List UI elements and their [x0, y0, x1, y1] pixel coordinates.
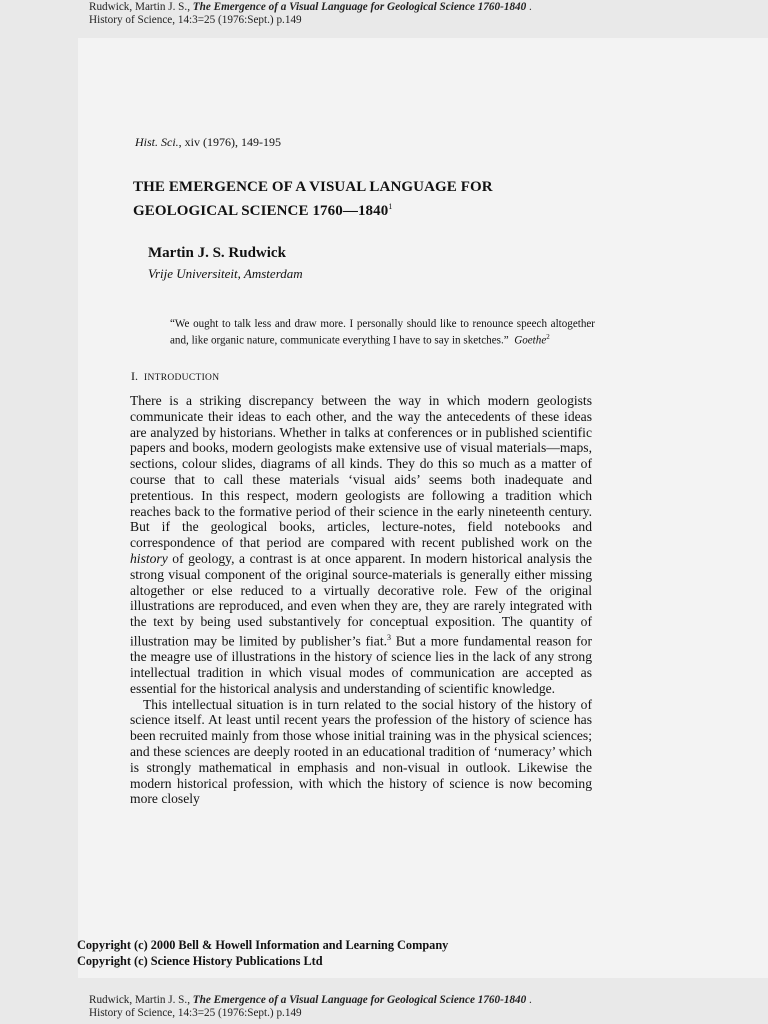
- article-title-line1: THE EMERGENCE OF A VISUAL LANGUAGE FOR: [133, 179, 493, 195]
- running-head-line1: [89, 1, 709, 14]
- footnote-ref-2: 2: [546, 333, 550, 341]
- section-number: I.: [131, 369, 138, 383]
- running-head-citation-bottom: History of Science, 14:3=25 (1976:Sept.) p.149: [89, 1007, 302, 1019]
- scanned-page: [78, 38, 768, 978]
- article-title-line2: GEOLOGICAL SCIENCE 1760—1840: [133, 203, 389, 219]
- copyright-notice: [77, 937, 448, 969]
- footnote-ref-1: 1: [388, 202, 393, 211]
- running-head-period: .: [526, 1, 532, 13]
- copyright-line2: Copyright (c) Science History Publications Ltd: [77, 954, 323, 968]
- journal-reference: [135, 135, 281, 150]
- paragraph-1: [130, 393, 592, 697]
- body-text: [130, 393, 592, 807]
- section-heading: [131, 369, 219, 384]
- running-head-top: [89, 1, 709, 27]
- running-head-authors: Rudwick, Martin J. S.,: [89, 1, 190, 13]
- epigraph-attribution: Goethe: [514, 334, 547, 347]
- paragraph-1-emphasis: history: [130, 550, 168, 566]
- section-title: INTRODUCTION: [144, 373, 220, 383]
- paragraph-2: This intellectual situation is in turn related to the social history of the history of science itself. At least until recent years the profession of the history of science has been recruited mainly from those whose initial training was in the physical sciences; and these sciences are deeply rooted in an educational tradition of ‘numeracy’ which is strongly mathematical in emphasis and non-visual in outlook. Likewise the modern historical profession, with which the history of science is now becoming more closely: [130, 696, 592, 807]
- running-head-authors-bottom: Rudwick, Martin J. S.,: [89, 994, 190, 1006]
- running-head-bottom: [89, 994, 709, 1020]
- running-head-period-bottom: .: [526, 994, 532, 1006]
- paragraph-1-part1: There is a striking discrepancy between the way in which modern geologists communicate their ideas to each other, and the way the antecedents of these ideas are analyzed by historians. Whether in talks at conferences or in published scientific papers and books, modern geologists make extensive use of visual materials—maps, sections, colour slides, diagrams of all kinds. They do this so much as a matter of course that to call these materials ‘visual aids’ seems both inadequate and pretentious. In this respect, modern geologists are following a tradition which reaches back to the formative period of their science in the early nineteenth century. But if the geological books, articles, lecture-notes, field notebooks and correspondence of that period are compared with recent published work on the: [130, 393, 592, 551]
- journal-name: Hist. Sci.: [135, 135, 179, 149]
- running-head-citation: History of Science, 14:3=25 (1976:Sept.) p.149: [89, 14, 302, 26]
- paragraph-1-part3: But a more fundamental reason for the meagre use of illustrations in the history of science lies in the lack of any strong intellectual tradition in which visual modes of communication are accepted as essential for the historical analysis and understanding of scientific knowledge.: [130, 633, 592, 696]
- running-head-line1-bottom: [89, 994, 709, 1007]
- journal-volume: , xiv (1976), 149-195: [178, 135, 281, 149]
- epigraph-quote: “We ought to talk less and draw more. I personally should like to renounce speech altogether and, like organic nature, communicate everything I have to say in sketches.”: [170, 318, 595, 347]
- footnote-ref-3: 3: [387, 632, 392, 642]
- paragraph-1-part2: of geology, a contrast is at once apparent. In modern historical analysis the strong visual component of the original source-materials is generally either missing altogether or else reduced to a virtually decorative role. Few of the original illustrations are reproduced, and even when they are, they are rarely integrated with the text by being used substantively for conceptual exposition. The quantity of illustration may be limited by publisher’s fiat.: [130, 550, 592, 649]
- copyright-line1: Copyright (c) 2000 Bell & Howell Information and Learning Company: [77, 938, 449, 952]
- article-title: [133, 178, 603, 221]
- running-head-title: The Emergence of a Visual Language for Geological Science 1760-1840: [192, 1, 527, 13]
- running-head-title-bottom: The Emergence of a Visual Language for Geological Science 1760-1840: [192, 994, 527, 1006]
- author-affiliation: Vrije Universiteit, Amsterdam: [148, 266, 303, 281]
- epigraph: [170, 318, 595, 348]
- author-name: Martin J. S. Rudwick: [148, 245, 286, 261]
